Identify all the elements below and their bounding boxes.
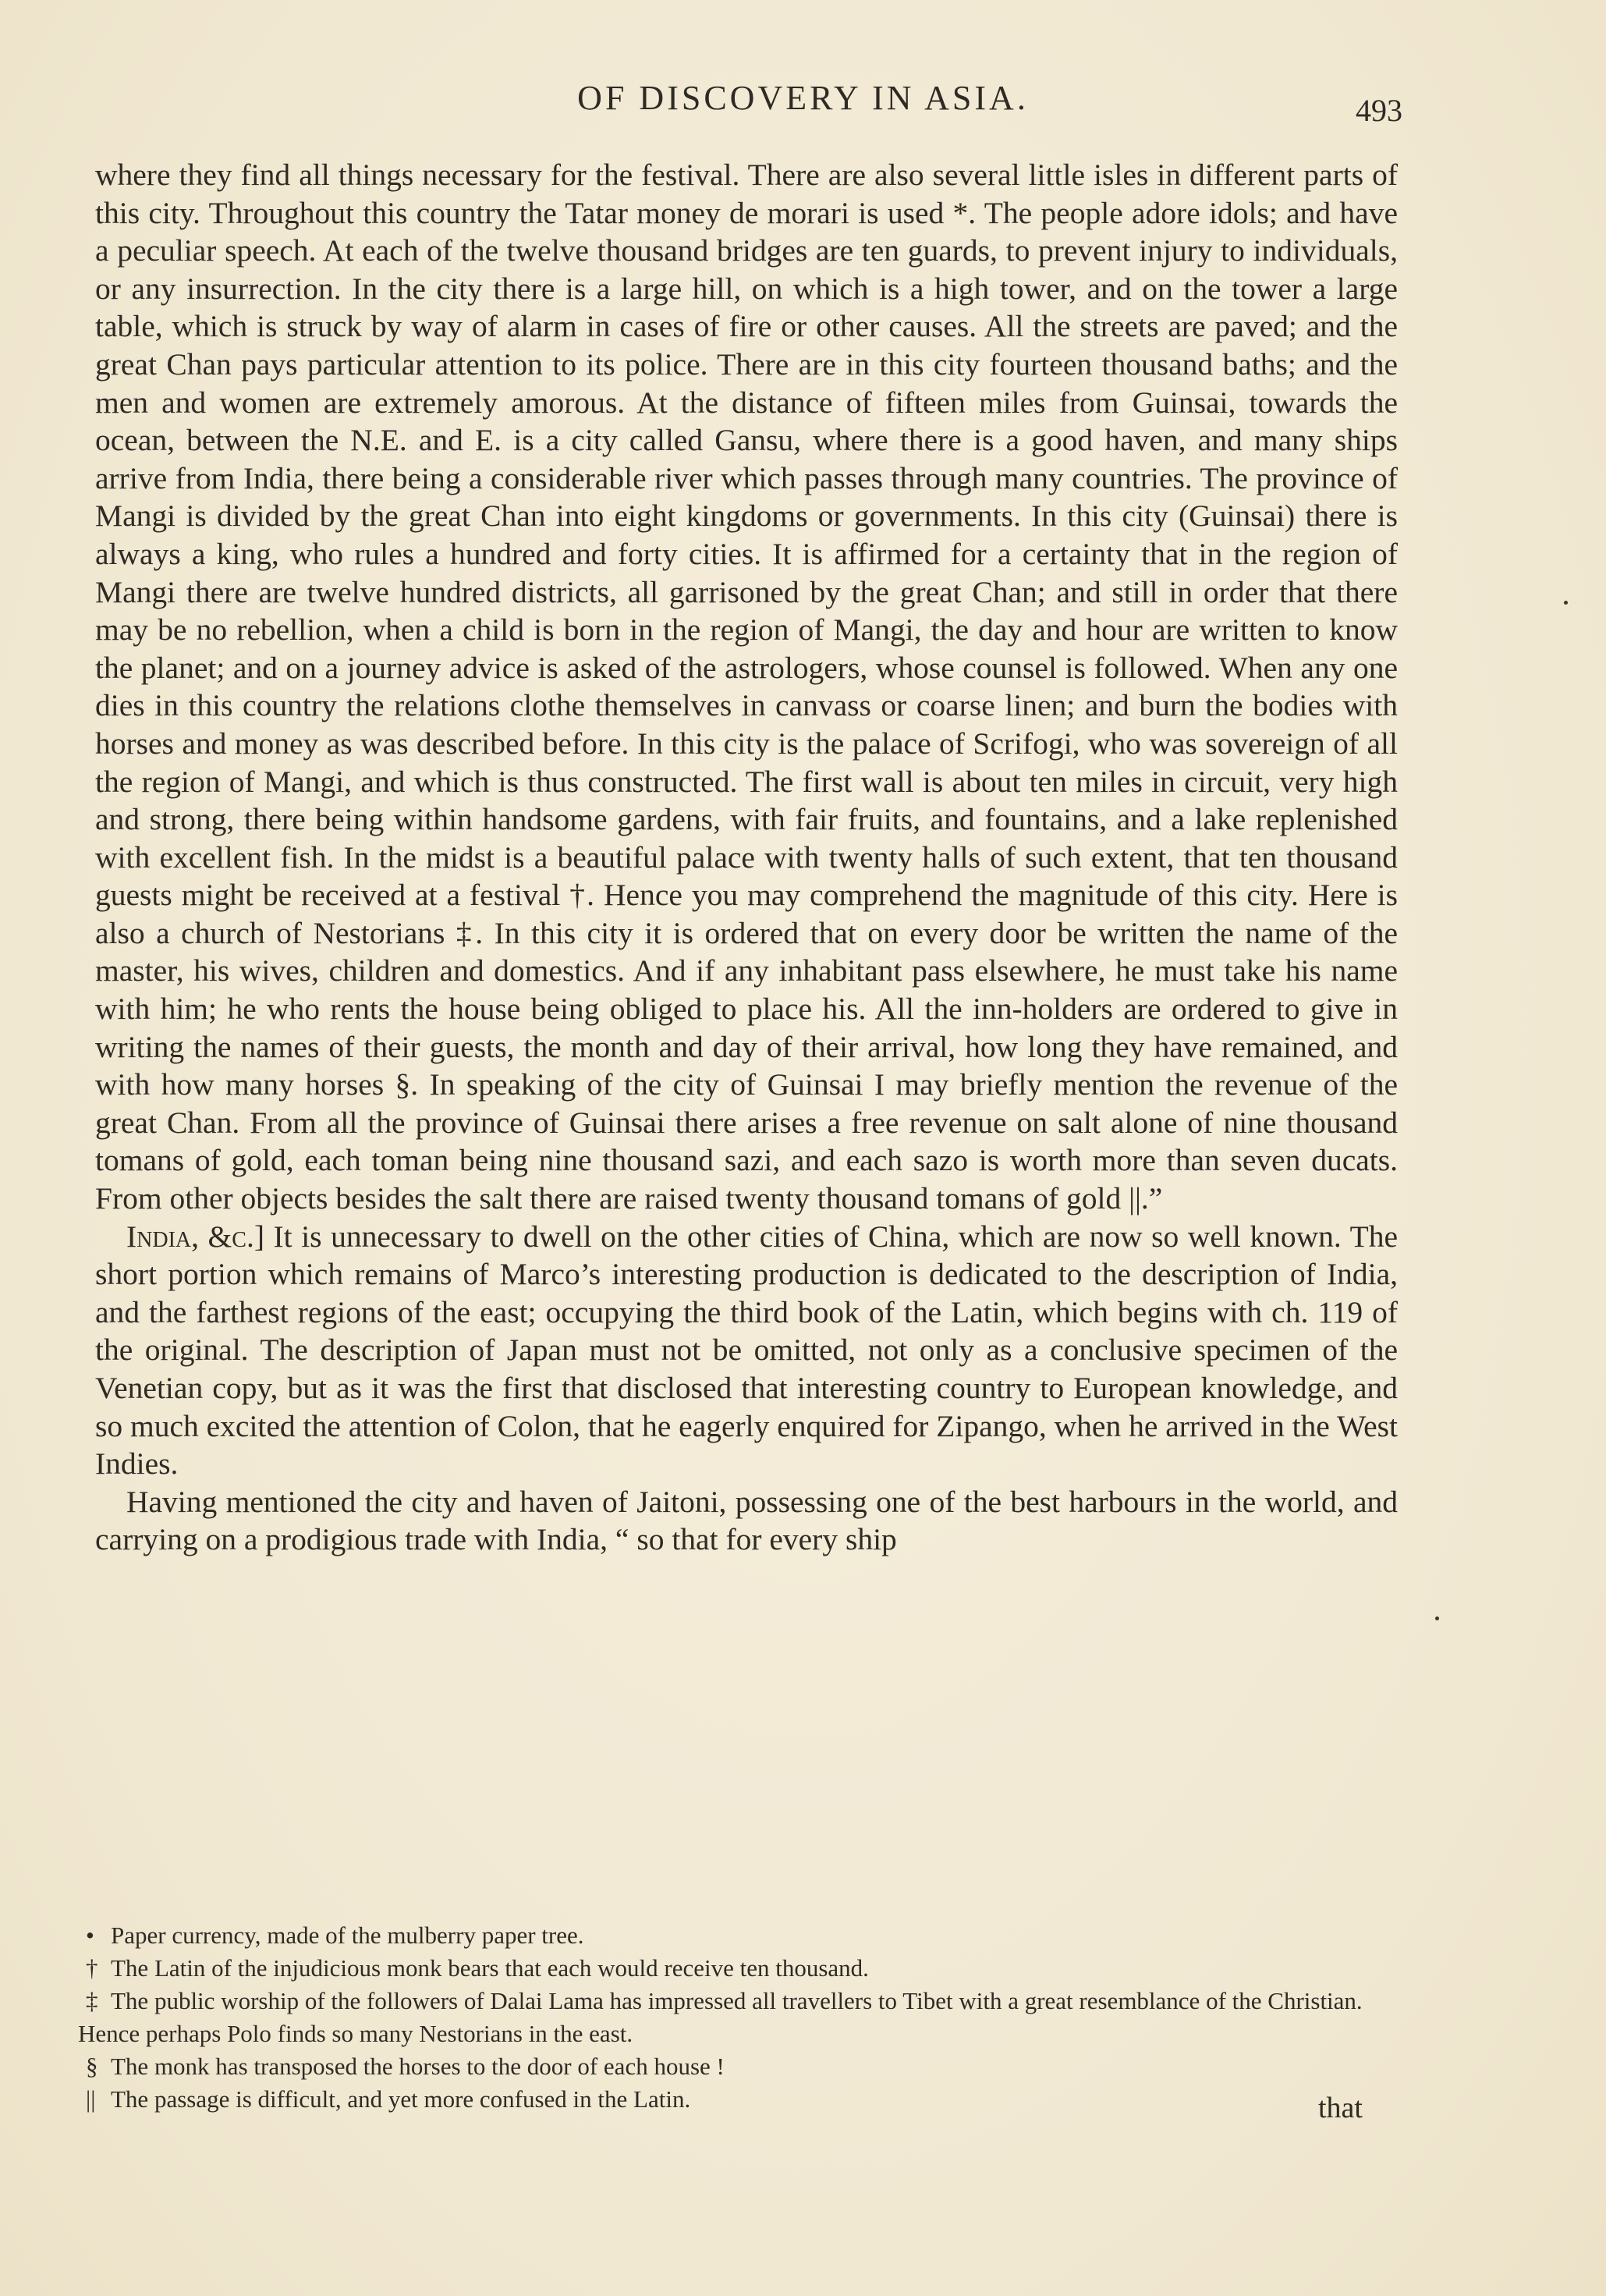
page-number: 493: [1356, 93, 1402, 128]
body-text: [95, 156, 1398, 1559]
paragraph-1: where they find all things necessary for the festival. There are also several little isles in different parts of this city. Throughout this country the Tatar money de morari is used *. The people adore idols; and have a peculiar speech. At each of the twelve thousand bridges are ten guards, to prevent injury to individuals, or any insurrection. In the city there is a large hill, on which is a high tower, and on the tower a large table, which is struck by way of alarm in cases of fire or other causes. All the streets are paved; and the great Chan pays particular attention to its police. There are in this city fourteen thousand baths; and the men and women are extremely amorous. At the distance of fifteen miles from Guinsai, towards the ocean, between the N.E. and E. is a city called Gansu, where there is a good haven, and many ships arrive from India, there being a considerable river which passes through many countries. The province of Mangi is divided by the great Chan into eight kingdoms or governments. In this city (Guinsai) there is always a king, who rules a hundred and forty cities. It is affirmed for a certainty that in the region of Mangi there are twelve hundred districts, all garrisoned by the great Chan; and still in order that there may be no rebellion, when a child is born in the region of Mangi, the day and hour are written to know the planet; and on a journey advice is asked of the astrologers, whose counsel is followed. When any one dies in this country the relations clothe themselves in canvass or coarse linen; and burn the bodies with horses and money as was described before. In this city is the palace of Scrifogi, who was sovereign of all the region of Mangi, and which is thus constructed. The first wall is about ten miles in circuit, very high and strong, there being within handsome gardens, with fair fruits, and fountains, and a lake replenished with excellent fish. In the midst is a beautiful palace with twenty halls of such extent, that ten thousand guests might be received at a festival †. Hence you may comprehend the magnitude of this city. Here is also a church of Nestorians ‡. In this city it is ordered that on every door be written the name of the master, his wives, children and domestics. And if any inhabitant pass elsewhere, he must take his name with him; he who rents the house being obliged to place his. All the inn-holders are ordered to give in writing the names of their guests, the month and day of their arrival, how long they have remained, and with how many horses §. In speaking of the city of Guinsai I may briefly mention the revenue of the great Chan. From all the province of Guinsai there arises a free revenue on salt alone of nine thousand tomans of gold, each toman being nine thousand sazi, and each sazo is worth more than seven ducats. From other objects besides the salt there are raised twenty thousand tomans of gold ||.”: [95, 158, 1398, 1216]
footnote-text: The public worship of the followers of Dalai Lama has impressed all travellers to Tibet with a great resemblance of the Christian. Hence perhaps Polo finds so many Nestorians in the east.: [78, 1987, 1363, 2047]
footnote: [78, 1985, 1398, 2050]
footnote-text: The Latin of the injudicious monk bears that each would receive ten thousand.: [111, 1954, 869, 1982]
footnote-mark: ‡: [86, 1987, 98, 2014]
footnote-text: The monk has transposed the horses to the door of each house !: [111, 2053, 725, 2080]
paper-speck: [1564, 601, 1568, 605]
paragraph-2-text: It is unnecessary to dwell on the other cities of China, which are now so well known. The short portion which remains of Marco’s interesting production is dedicated to the description of India, and the farthest regions of the east; occupying the third book of the Latin, which begins with ch. 119 of the original. The description of Japan must not be omitted, not only as a conclusive specimen of the Venetian copy, but as it was the first that disclosed that interesting country to European knowledge, and so much excited the attention of Colon, that he eagerly enquired for Zipango, when he arrived in the West Indies.: [95, 1219, 1399, 1482]
footnote-mark: †: [86, 1954, 98, 1982]
footnote-text: Paper currency, made of the mulberry paper tree.: [111, 1922, 584, 1949]
paragraph-3: Having mentioned the city and haven of Jaitoni, possessing one of the best harbours in the world, and carrying on a prodigious trade with India, “ so that for every ship: [95, 1484, 1398, 1557]
running-head: OF DISCOVERY IN ASIA.: [577, 79, 1029, 117]
footnote: [78, 2083, 1398, 2116]
paragraph-2: [95, 1218, 1398, 1483]
footnote-text: The passage is difficult, and yet more confused in the Latin.: [111, 2085, 691, 2113]
footnote: [78, 2050, 1398, 2083]
footnotes: [78, 1919, 1398, 2116]
footnote: [78, 1952, 1398, 1985]
footnote: [78, 1919, 1398, 1952]
footnote-mark: ||: [86, 2085, 96, 2113]
paragraph-2-lead: India, &c.]: [126, 1219, 264, 1254]
footnote-mark: •: [86, 1922, 94, 1949]
catchword: that: [1318, 2092, 1363, 2124]
footnote-mark: §: [86, 2053, 98, 2080]
paper-speck: [1435, 1616, 1439, 1620]
